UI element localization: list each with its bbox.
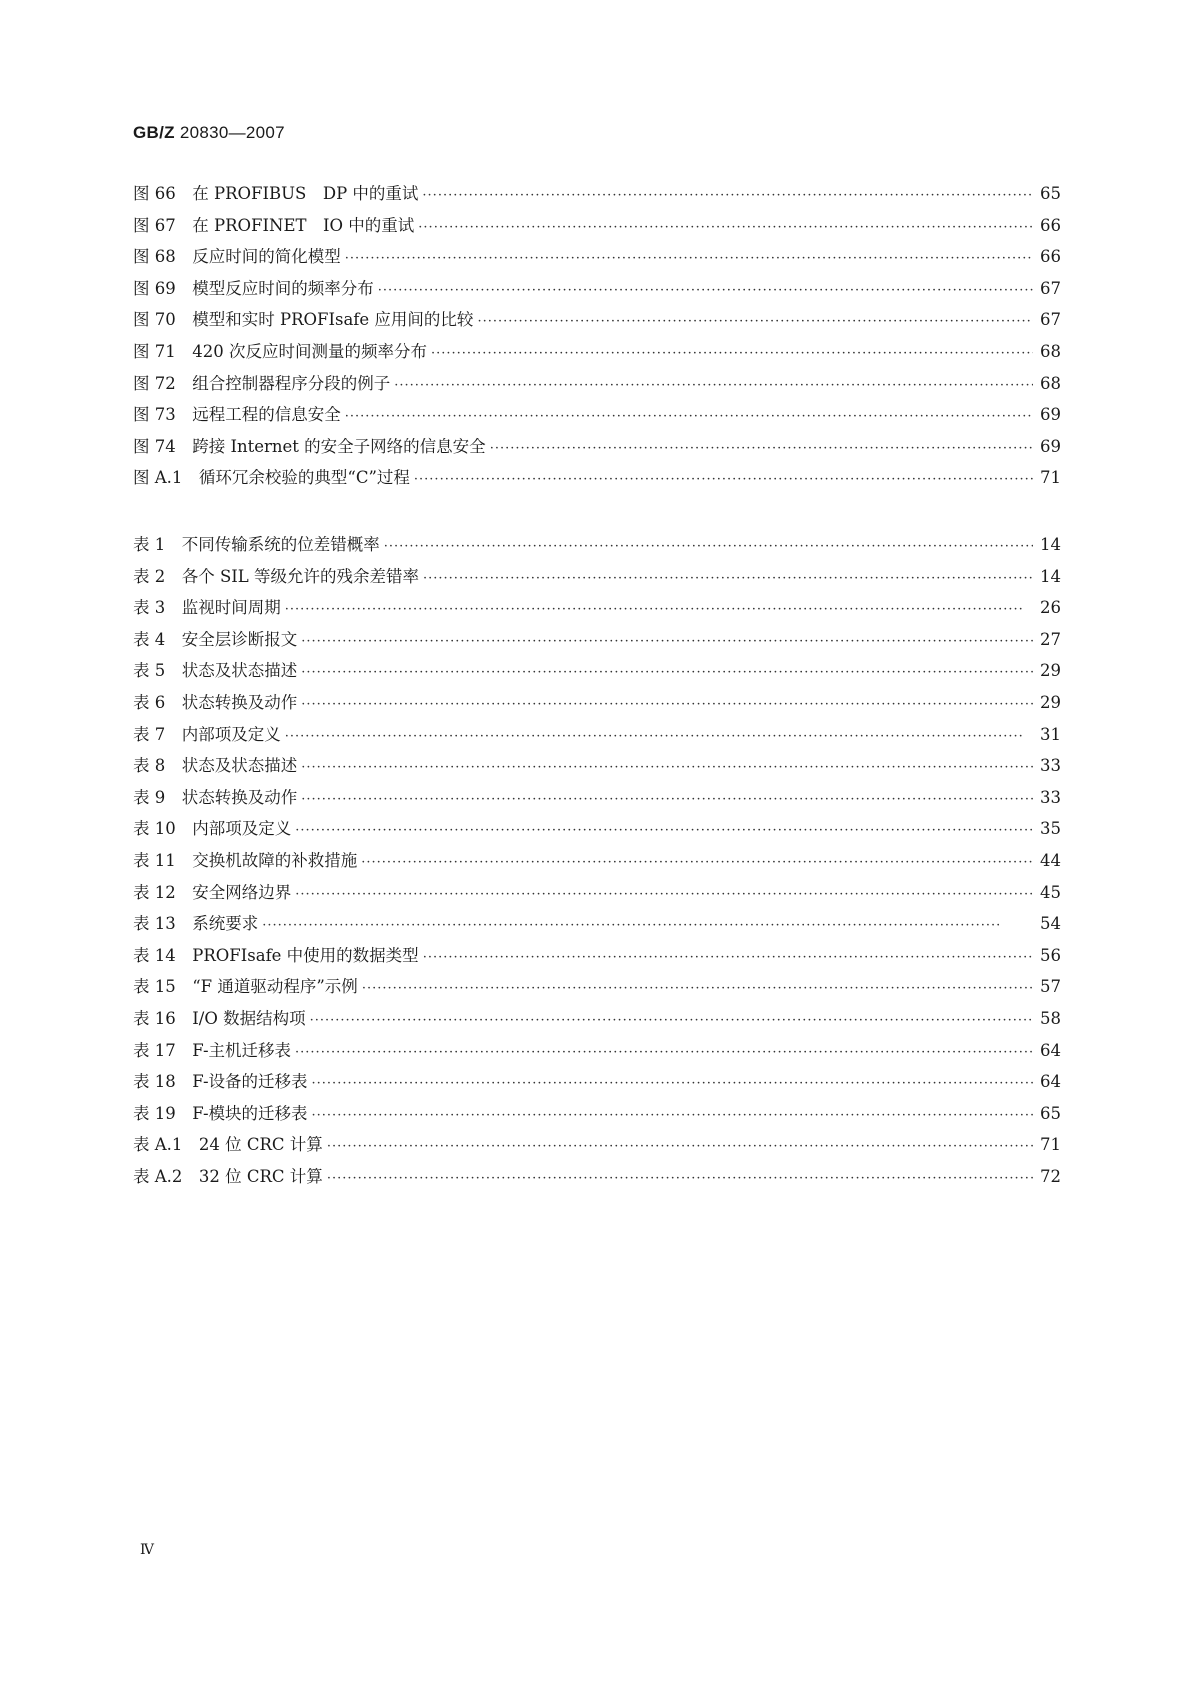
dot-leader xyxy=(301,792,1033,807)
toc-entry-label: 表 3 监视时间周期 xyxy=(133,598,281,618)
toc-entry-page: 27 xyxy=(1040,629,1061,649)
toc-entry-label: 表 8 状态及状态描述 xyxy=(133,756,298,776)
toc-entry-label: 图 A.1 循环冗余校验的典型“C”过程 xyxy=(133,468,410,488)
toc-entry[interactable] xyxy=(133,563,1061,595)
dot-leader xyxy=(327,1139,1033,1154)
toc-entry-page: 35 xyxy=(1040,819,1061,839)
toc-entry-page: 64 xyxy=(1040,1040,1061,1060)
toc-entry-label: 表 19 F-模块的迁移表 xyxy=(133,1103,308,1123)
toc-entry[interactable] xyxy=(133,1131,1061,1163)
dot-leader xyxy=(295,823,1033,838)
toc-entry-label: 表 2 各个 SIL 等级允许的残余差错率 xyxy=(133,566,420,586)
dot-leader xyxy=(418,220,1033,235)
toc-entry-page: 45 xyxy=(1040,882,1061,902)
toc-entry-label: 表 16 I/O 数据结构项 xyxy=(133,1008,306,1028)
toc-entry[interactable] xyxy=(133,1068,1061,1100)
toc-entry-page: 29 xyxy=(1040,661,1061,681)
toc-entry[interactable] xyxy=(133,973,1061,1005)
dot-leader xyxy=(301,665,1033,680)
dot-leader xyxy=(327,1171,1033,1186)
dot-leader xyxy=(312,1108,1033,1123)
dot-leader xyxy=(295,1045,1033,1060)
toc-entry[interactable] xyxy=(133,689,1061,721)
toc-entry[interactable] xyxy=(133,815,1061,847)
toc-entry-page: 54 xyxy=(1040,914,1061,934)
toc-entry-page: 56 xyxy=(1040,945,1061,965)
dot-leader xyxy=(423,950,1033,965)
toc-entry[interactable] xyxy=(133,531,1061,563)
dot-leader xyxy=(362,981,1033,996)
toc-entry-page: 71 xyxy=(1040,1135,1061,1155)
dot-leader xyxy=(301,760,1033,775)
dot-leader xyxy=(345,251,1033,266)
toc-entry[interactable] xyxy=(133,1037,1061,1069)
toc-entry[interactable] xyxy=(133,626,1061,658)
toc-entry[interactable] xyxy=(133,370,1061,402)
toc-entry-label: 图 71 420 次反应时间测量的频率分布 xyxy=(133,341,427,361)
dot-leader xyxy=(423,571,1033,586)
dot-leader xyxy=(490,441,1033,456)
toc-entry-page: 68 xyxy=(1040,373,1061,393)
toc-entry-page: 58 xyxy=(1040,1008,1061,1028)
dot-leader xyxy=(301,634,1033,649)
page-number: Ⅳ xyxy=(140,1542,154,1558)
toc-entry[interactable] xyxy=(133,212,1061,244)
dot-leader xyxy=(310,1013,1033,1028)
toc-entry-label: 图 74 跨接 Internet 的安全子网络的信息安全 xyxy=(133,436,486,456)
toc-entry-page: 67 xyxy=(1040,278,1061,298)
dot-leader xyxy=(295,887,1033,902)
toc-entry[interactable] xyxy=(133,275,1061,307)
toc-entry-page: 67 xyxy=(1040,310,1061,330)
dot-leader xyxy=(394,378,1033,393)
dot-leader xyxy=(285,602,1033,617)
toc-entry-page: 44 xyxy=(1040,850,1061,870)
toc-entry-label: 表 9 状态转换及动作 xyxy=(133,787,298,807)
dot-leader xyxy=(431,346,1033,361)
dot-leader xyxy=(361,855,1033,870)
toc-entry-page: 14 xyxy=(1040,566,1061,586)
dot-leader xyxy=(414,472,1033,487)
toc-entry-page: 57 xyxy=(1040,977,1061,997)
toc-entry-page: 72 xyxy=(1040,1166,1061,1186)
toc-entry-page: 69 xyxy=(1040,436,1061,456)
dot-leader xyxy=(477,314,1033,329)
dot-leader xyxy=(301,697,1033,712)
toc-entry[interactable] xyxy=(133,1005,1061,1037)
toc-entry-label: 表 5 状态及状态描述 xyxy=(133,661,298,681)
figure-list xyxy=(133,180,1061,496)
toc-entry[interactable] xyxy=(133,464,1061,496)
toc-entry[interactable] xyxy=(133,752,1061,784)
toc-entry-label: 表 13 系统要求 xyxy=(133,914,259,934)
dot-leader xyxy=(345,409,1033,424)
document-header xyxy=(133,123,285,143)
dot-leader xyxy=(384,539,1033,554)
dot-leader xyxy=(378,283,1033,298)
toc-entry-page: 66 xyxy=(1040,215,1061,235)
dot-leader xyxy=(262,918,1033,933)
toc-entry-label: 表 11 交换机故障的补救措施 xyxy=(133,850,358,870)
toc-entry-label: 表 17 F-主机迁移表 xyxy=(133,1040,292,1060)
toc-entry-page: 71 xyxy=(1040,468,1061,488)
toc-entry-label: 表 4 安全层诊断报文 xyxy=(133,629,298,649)
toc-entry-page: 31 xyxy=(1040,724,1061,744)
toc-entry-label: 表 1 不同传输系统的位差错概率 xyxy=(133,535,380,554)
table-list xyxy=(133,531,1061,1194)
toc-entry-page: 64 xyxy=(1040,1072,1061,1092)
toc-entry[interactable] xyxy=(133,306,1061,338)
toc-entry-page: 65 xyxy=(1040,184,1061,203)
toc-entry-label: 表 A.1 24 位 CRC 计算 xyxy=(133,1135,323,1155)
toc-entry[interactable] xyxy=(133,657,1061,689)
toc-entry-label: 图 66 在 PROFIBUS DP 中的重试 xyxy=(133,184,419,203)
toc-entry[interactable] xyxy=(133,721,1061,753)
toc-entry[interactable] xyxy=(133,942,1061,974)
toc-entry-page: 66 xyxy=(1040,247,1061,267)
standard-code: GB/Z xyxy=(133,123,175,142)
toc-entry[interactable] xyxy=(133,847,1061,879)
toc-entry-page: 33 xyxy=(1040,756,1061,776)
toc-entry-label: 图 69 模型反应时间的频率分布 xyxy=(133,278,374,298)
toc-entry-label: 图 73 远程工程的信息安全 xyxy=(133,405,341,425)
toc-entry-label: 表 6 状态转换及动作 xyxy=(133,692,298,712)
dot-leader xyxy=(312,1076,1033,1091)
dot-leader xyxy=(285,729,1033,744)
toc-entry-label: 图 68 反应时间的简化模型 xyxy=(133,247,341,267)
toc-entry-label: 表 10 内部项及定义 xyxy=(133,819,292,839)
toc-entry-page: 26 xyxy=(1040,598,1061,618)
toc-entry[interactable] xyxy=(133,594,1061,626)
toc-entry-label: 表 A.2 32 位 CRC 计算 xyxy=(133,1166,323,1186)
toc-entry[interactable] xyxy=(133,180,1061,212)
toc-entry[interactable] xyxy=(133,243,1061,275)
toc-entry-label: 图 70 模型和实时 PROFIsafe 应用间的比较 xyxy=(133,310,474,330)
toc-entry-label: 表 7 内部项及定义 xyxy=(133,724,281,744)
toc-entry-label: 表 15 “F 通道驱动程序”示例 xyxy=(133,977,358,997)
toc-entry-page: 29 xyxy=(1040,692,1061,712)
dot-leader xyxy=(422,188,1033,203)
toc-entry[interactable] xyxy=(133,910,1061,942)
toc-entry-label: 表 12 安全网络边界 xyxy=(133,882,292,902)
toc-entry-label: 图 72 组合控制器程序分段的例子 xyxy=(133,373,391,393)
toc-entry-label: 表 18 F-设备的迁移表 xyxy=(133,1072,308,1092)
toc-entry[interactable] xyxy=(133,1100,1061,1132)
toc-entry-page: 68 xyxy=(1040,341,1061,361)
standard-number: 20830—2007 xyxy=(174,123,285,142)
toc-entry-page: 33 xyxy=(1040,787,1061,807)
toc-entry-label: 表 14 PROFIsafe 中使用的数据类型 xyxy=(133,945,419,965)
toc-entry[interactable] xyxy=(133,784,1061,816)
toc-entry[interactable] xyxy=(133,879,1061,911)
toc-entry-page: 69 xyxy=(1040,405,1061,425)
toc-entry-label: 图 67 在 PROFINET IO 中的重试 xyxy=(133,215,415,235)
toc-entry[interactable] xyxy=(133,401,1061,433)
toc-entry-page: 65 xyxy=(1040,1103,1061,1123)
toc-entry[interactable] xyxy=(133,1163,1061,1195)
toc-entry[interactable] xyxy=(133,433,1061,465)
toc-entry-page: 14 xyxy=(1040,535,1061,554)
toc-entry[interactable] xyxy=(133,338,1061,370)
